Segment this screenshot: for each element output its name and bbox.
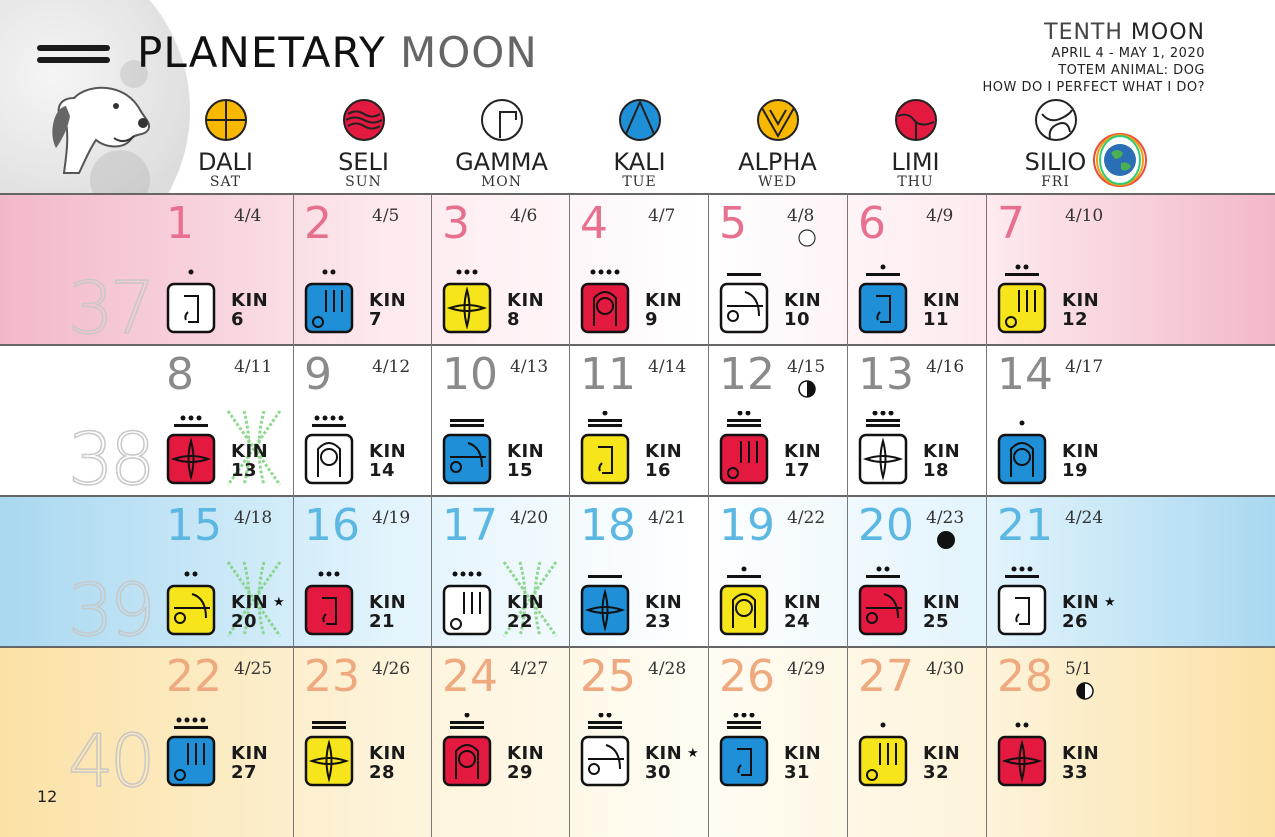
gregorian-date: 4/15 xyxy=(787,357,826,377)
kin-number: 27 xyxy=(231,762,258,783)
solar-seal-icon xyxy=(580,433,630,485)
tone-icon xyxy=(580,713,630,731)
solar-seal-icon xyxy=(997,282,1047,334)
gregorian-date: 4/14 xyxy=(648,357,687,377)
tone-icon xyxy=(580,562,630,580)
silio-plasma-icon xyxy=(1034,98,1078,142)
gregorian-date: 4/18 xyxy=(234,508,273,528)
day-number: 7 xyxy=(997,198,1025,249)
day-number: 28 xyxy=(997,651,1053,702)
tone-icon xyxy=(166,411,216,429)
gamma-plasma-icon xyxy=(480,98,524,142)
page-title xyxy=(137,28,538,77)
solar-seal-icon xyxy=(580,735,630,787)
day-number: 18 xyxy=(580,500,636,551)
tone-icon xyxy=(304,411,354,429)
solar-seal-icon xyxy=(719,433,769,485)
kin-number: 21 xyxy=(369,611,396,632)
kin-label: KIN 29 xyxy=(507,743,545,783)
solar-seal-icon xyxy=(858,584,908,636)
tone-icon xyxy=(304,713,354,731)
day-cell xyxy=(432,647,571,798)
solar-seal-icon xyxy=(442,735,492,787)
tone-icon xyxy=(166,713,216,731)
gregorian-date: 4/28 xyxy=(648,659,687,679)
kin-number: 12 xyxy=(1062,309,1089,330)
moon-phase-icon xyxy=(936,530,956,550)
gregorian-date: 4/25 xyxy=(234,659,273,679)
day-cell xyxy=(432,496,571,647)
page-number: 12 xyxy=(37,787,58,806)
solar-seal-icon xyxy=(858,282,908,334)
day-cell xyxy=(570,496,709,647)
kin-number: 25 xyxy=(923,611,950,632)
kin-number: 30 xyxy=(645,762,672,783)
title-sub: MOON xyxy=(400,28,538,77)
star-icon: ★ xyxy=(1104,595,1116,610)
tone-icon xyxy=(858,713,908,731)
kin-number: 10 xyxy=(784,309,811,330)
kin-number: 19 xyxy=(1062,460,1089,481)
day-number: 12 xyxy=(719,349,775,400)
title-main: PLANETARY xyxy=(137,28,386,77)
gregorian-date: 4/24 xyxy=(1065,508,1104,528)
tone-icon xyxy=(997,562,1047,580)
kin-number: 15 xyxy=(507,460,534,481)
day-number: 4 xyxy=(580,198,608,249)
gregorian-date: 4/11 xyxy=(234,357,273,377)
day-number: 6 xyxy=(858,198,886,249)
day-number: 14 xyxy=(997,349,1053,400)
solar-seal-icon xyxy=(166,433,216,485)
day-cell xyxy=(987,647,1126,798)
seli-plasma-icon xyxy=(342,98,386,142)
solar-seal-icon xyxy=(719,584,769,636)
gregorian-date: 4/17 xyxy=(1065,357,1104,377)
day-cell xyxy=(709,194,848,345)
tone-icon xyxy=(442,260,492,278)
day-cell xyxy=(987,496,1126,647)
limi-plasma-icon xyxy=(894,98,938,142)
week-number: 38 xyxy=(68,417,152,501)
day-number: 19 xyxy=(719,500,775,551)
solar-seal-icon xyxy=(166,584,216,636)
day-number: 2 xyxy=(304,198,332,249)
day-number: 27 xyxy=(858,651,914,702)
day-cell xyxy=(294,345,433,496)
gregorian-date: 4/4 xyxy=(234,206,262,226)
kin-number: 11 xyxy=(923,309,950,330)
moon-phase-icon xyxy=(797,379,817,399)
day-number: 21 xyxy=(997,500,1053,551)
tone-icon xyxy=(719,562,769,580)
gregorian-date: 4/16 xyxy=(926,357,965,377)
kin-number: 8 xyxy=(507,309,521,330)
day-cell xyxy=(848,647,987,798)
kin-label: KIN 18 xyxy=(923,441,961,481)
kin-number: 6 xyxy=(231,309,245,330)
gregorian-date: 4/5 xyxy=(372,206,400,226)
weekday-kali: KALI TUE xyxy=(570,98,709,190)
gregorian-date: 4/19 xyxy=(372,508,411,528)
tone-icon xyxy=(997,260,1047,278)
day-number: 15 xyxy=(166,500,222,551)
star-icon: ★ xyxy=(687,746,699,761)
kin-number: 18 xyxy=(923,460,950,481)
gregorian-date: 4/13 xyxy=(510,357,549,377)
kin-number: 32 xyxy=(923,762,950,783)
day-cell xyxy=(848,345,987,496)
kin-number: 22 xyxy=(507,611,534,632)
week-number: 40 xyxy=(68,719,152,803)
day-cell xyxy=(570,194,709,345)
day-cell xyxy=(294,496,433,647)
weekday-limi: LIMI THU xyxy=(846,98,985,190)
day-number: 24 xyxy=(442,651,498,702)
tone-icon xyxy=(719,411,769,429)
weekday-seli: SELI SUN xyxy=(294,98,433,190)
kin-label: KIN 31 xyxy=(784,743,822,783)
tone-icon xyxy=(166,562,216,580)
day-cell xyxy=(432,345,571,496)
kin-label: KIN 27 xyxy=(231,743,269,783)
tone-icon xyxy=(442,713,492,731)
day-number: 25 xyxy=(580,651,636,702)
kin-label: KIN 28 xyxy=(369,743,407,783)
kin-number: 17 xyxy=(784,460,811,481)
day-cell xyxy=(156,647,295,798)
kin-label: KIN 30 xyxy=(645,743,683,783)
solar-seal-icon xyxy=(580,584,630,636)
day-cell xyxy=(987,194,1126,345)
tone-icon xyxy=(304,260,354,278)
day-cell xyxy=(156,496,295,647)
tone-icon xyxy=(858,411,908,429)
kin-label: KIN 32 xyxy=(923,743,961,783)
solar-seal-icon xyxy=(166,735,216,787)
kin-label: KIN 12 xyxy=(1062,290,1100,330)
day-number: 13 xyxy=(858,349,914,400)
kin-number: 31 xyxy=(784,762,811,783)
kin-label: KIN 22 xyxy=(507,592,545,632)
tone-icon xyxy=(719,713,769,731)
solar-seal-icon xyxy=(304,735,354,787)
gregorian-date: 4/27 xyxy=(510,659,549,679)
kin-label: KIN 10 xyxy=(784,290,822,330)
day-cell xyxy=(294,194,433,345)
moon-name: TENTH MOON xyxy=(1044,20,1205,45)
moon-question: HOW DO I PERFECT WHAT I DO? xyxy=(982,80,1205,95)
day-cell xyxy=(156,345,295,496)
totem-animal: TOTEM ANIMAL: DOG xyxy=(1058,63,1205,78)
solar-seal-icon xyxy=(580,282,630,334)
solar-seal-icon xyxy=(997,584,1047,636)
gregorian-date: 4/30 xyxy=(926,659,965,679)
gregorian-date: 4/9 xyxy=(926,206,954,226)
week-number: 37 xyxy=(68,266,152,350)
tone-icon xyxy=(719,260,769,278)
gregorian-date: 4/21 xyxy=(648,508,687,528)
kin-number: 33 xyxy=(1062,762,1089,783)
kin-label: KIN 21 xyxy=(369,592,407,632)
day-cell xyxy=(709,647,848,798)
kin-number: 29 xyxy=(507,762,534,783)
menu-icon xyxy=(37,42,110,66)
tone-icon xyxy=(997,411,1047,429)
weekday-silio: SILIO FRI xyxy=(986,98,1125,190)
kin-label: KIN 33 xyxy=(1062,743,1100,783)
day-cell xyxy=(709,345,848,496)
solar-seal-icon xyxy=(719,735,769,787)
gregorian-date: 4/26 xyxy=(372,659,411,679)
solar-seal-icon xyxy=(304,282,354,334)
tone-icon xyxy=(997,713,1047,731)
solar-seal-icon xyxy=(997,433,1047,485)
star-icon: ★ xyxy=(273,595,285,610)
kin-label: KIN 25 xyxy=(923,592,961,632)
tone-icon xyxy=(166,260,216,278)
day-number: 11 xyxy=(580,349,636,400)
kin-label: KIN 15 xyxy=(507,441,545,481)
gregorian-date: 4/12 xyxy=(372,357,411,377)
day-cell xyxy=(848,194,987,345)
kin-label: KIN 7 xyxy=(369,290,407,330)
gregorian-date: 4/29 xyxy=(787,659,826,679)
weekday-alpha: ALPHA WED xyxy=(708,98,847,190)
day-cell xyxy=(294,647,433,798)
kin-number: 20 xyxy=(231,611,258,632)
solar-seal-icon xyxy=(858,433,908,485)
day-number: 3 xyxy=(442,198,470,249)
gregorian-date: 5/1 xyxy=(1065,659,1093,679)
tone-icon xyxy=(580,260,630,278)
gregorian-date: 4/22 xyxy=(787,508,826,528)
tone-icon xyxy=(858,260,908,278)
kin-label: KIN 14 xyxy=(369,441,407,481)
solar-seal-icon xyxy=(442,584,492,636)
solar-seal-icon xyxy=(997,735,1047,787)
kin-label: KIN 24 xyxy=(784,592,822,632)
day-number: 17 xyxy=(442,500,498,551)
solar-seal-icon xyxy=(304,433,354,485)
alpha-plasma-icon xyxy=(756,98,800,142)
day-number: 8 xyxy=(166,349,194,400)
tone-icon xyxy=(304,562,354,580)
day-cell xyxy=(570,345,709,496)
kin-label: KIN 9 xyxy=(645,290,683,330)
weekday-gamma: GAMMA MON xyxy=(432,98,571,190)
solar-seal-icon xyxy=(166,282,216,334)
gregorian-date: 4/6 xyxy=(510,206,538,226)
day-number: 5 xyxy=(719,198,747,249)
kin-number: 26 xyxy=(1062,611,1089,632)
week-number: 39 xyxy=(68,568,152,652)
day-cell xyxy=(709,496,848,647)
day-number: 10 xyxy=(442,349,498,400)
kin-number: 24 xyxy=(784,611,811,632)
date-range: APRIL 4 - MAY 1, 2020 xyxy=(1051,46,1205,61)
kin-label: KIN 8 xyxy=(507,290,545,330)
gregorian-date: 4/8 xyxy=(787,206,815,226)
tone-icon xyxy=(580,411,630,429)
dali-plasma-icon xyxy=(204,98,248,142)
kin-label: KIN 16 xyxy=(645,441,683,481)
solar-seal-icon xyxy=(442,433,492,485)
kin-label: KIN 17 xyxy=(784,441,822,481)
earth-icon xyxy=(1093,133,1147,187)
kin-label: KIN 11 xyxy=(923,290,961,330)
solar-seal-icon xyxy=(719,282,769,334)
day-cell xyxy=(987,345,1126,496)
day-number: 16 xyxy=(304,500,360,551)
kin-label: KIN 6 xyxy=(231,290,269,330)
gregorian-date: 4/23 xyxy=(926,508,965,528)
solar-seal-icon xyxy=(858,735,908,787)
tone-icon xyxy=(442,562,492,580)
day-cell xyxy=(570,647,709,798)
day-number: 20 xyxy=(858,500,914,551)
tone-icon xyxy=(442,411,492,429)
day-number: 22 xyxy=(166,651,222,702)
day-number: 23 xyxy=(304,651,360,702)
day-number: 1 xyxy=(166,198,194,249)
kin-number: 13 xyxy=(231,460,258,481)
kin-label: KIN 19 xyxy=(1062,441,1100,481)
kin-number: 23 xyxy=(645,611,672,632)
kin-label: KIN 26 xyxy=(1062,592,1100,632)
moon-phase-icon xyxy=(797,228,817,248)
kin-number: 16 xyxy=(645,460,672,481)
kin-number: 14 xyxy=(369,460,396,481)
moon-phase-icon xyxy=(1075,681,1095,701)
solar-seal-icon xyxy=(304,584,354,636)
kin-label: KIN 20 xyxy=(231,592,269,632)
kali-plasma-icon xyxy=(618,98,662,142)
day-cell xyxy=(432,194,571,345)
gregorian-date: 4/10 xyxy=(1065,206,1104,226)
kin-number: 7 xyxy=(369,309,383,330)
gregorian-date: 4/7 xyxy=(648,206,676,226)
kin-label: KIN 13 xyxy=(231,441,269,481)
day-cell xyxy=(156,194,295,345)
day-number: 9 xyxy=(304,349,332,400)
dog-totem-icon xyxy=(44,78,154,178)
moon-info xyxy=(983,20,1205,96)
solar-seal-icon xyxy=(442,282,492,334)
day-cell xyxy=(848,496,987,647)
kin-label: KIN 23 xyxy=(645,592,683,632)
kin-number: 28 xyxy=(369,762,396,783)
tone-icon xyxy=(858,562,908,580)
day-number: 26 xyxy=(719,651,775,702)
gregorian-date: 4/20 xyxy=(510,508,549,528)
kin-number: 9 xyxy=(645,309,659,330)
weekday-dali: DALI SAT xyxy=(156,98,295,190)
